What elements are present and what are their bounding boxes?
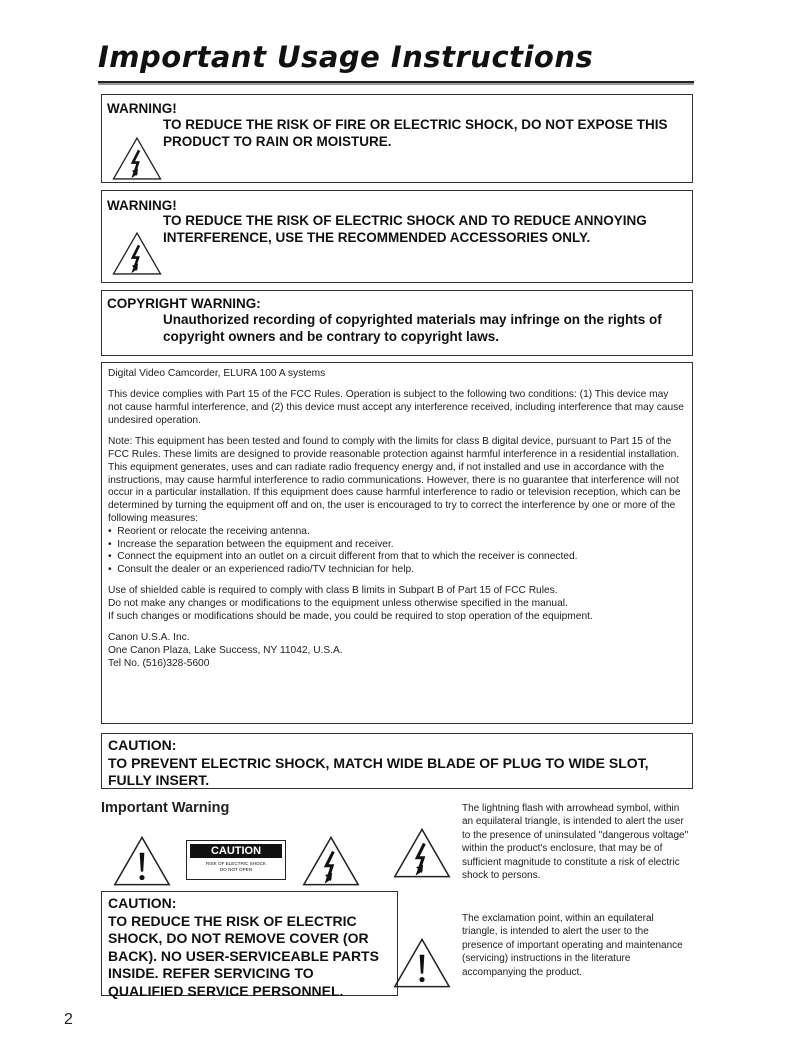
- warning-text: TO REDUCE THE RISK OF ELECTRIC SHOCK AND TO REDUCE ANNOYING INTERFERENCE, USE THE RECOMMENDED ACCESSORIES ONLY.: [163, 213, 647, 245]
- lightning-triangle-icon: [300, 835, 362, 887]
- lightning-symbol-explanation: The lightning flash with arrowhead symbol, within an equilateral triangle, is intended to alert the user to the presence of uninsulated "dangerous voltage" within the product's enclosure, that may be of sufficient magnitude to constitute a risk of electric shock to persons.: [462, 803, 689, 882]
- caution-label-line1: RISK OF ELECTRIC SHOCK: [206, 861, 266, 866]
- warning-box-moisture: [101, 94, 693, 183]
- caution-heading: CAUTION:: [108, 737, 177, 753]
- page-number: 2: [64, 1011, 73, 1028]
- plug-caution-box: [101, 733, 693, 789]
- caution-label: [186, 840, 286, 880]
- fcc-statement-box: [101, 362, 693, 724]
- caution-text: TO PREVENT ELECTRIC SHOCK, MATCH WIDE BLADE OF PLUG TO WIDE SLOT, FULLY INSERT.: [108, 754, 649, 788]
- title-rule: [98, 81, 694, 85]
- important-warning-heading: Important Warning: [101, 800, 230, 816]
- warning-heading: WARNING!: [107, 101, 177, 116]
- list-item: • Reorient or relocate the receiving antenna.: [108, 526, 684, 539]
- modification-consequence: If such changes or modifications should be made, you could be required to stop operation of the equipment.: [108, 611, 593, 623]
- copyright-warning-box: [101, 290, 693, 356]
- modification-text: Do not make any changes or modifications to the equipment unless otherwise specified in the manual.: [108, 598, 568, 610]
- warning-heading: WARNING!: [107, 198, 177, 213]
- caution-heading: CAUTION:: [108, 895, 177, 911]
- lightning-triangle-icon: [391, 827, 453, 879]
- product-name: Digital Video Camcorder, ELURA 100 A systems: [108, 368, 326, 379]
- shielded-cable-text: Use of shielded cable is required to comply with class B limits in Subpart B of Part 15 of FCC Rules.: [108, 585, 558, 597]
- measures-list: [108, 526, 684, 577]
- warning-box-accessories: [101, 190, 693, 283]
- company-address: One Canon Plaza, Lake Success, NY 11042, U.S.A.: [108, 645, 343, 657]
- exclamation-triangle-icon: [111, 835, 173, 887]
- caution-text: TO REDUCE THE RISK OF ELECTRIC SHOCK, DO NOT REMOVE COVER (OR BACK). NO USER-SERVICEABLE PARTS INSIDE. REFER SERVICING TO QUALIFIED SERVICE PERSONNEL.: [108, 912, 379, 999]
- copyright-text: Unauthorized recording of copyrighted materials may infringe on the rights of copyright owners and be contrary to copyright laws.: [163, 312, 662, 344]
- exclamation-triangle-icon: [391, 937, 453, 989]
- list-item: • Connect the equipment into an outlet on a circuit different from that to which the receiver is connected.: [108, 551, 684, 564]
- company-tel: Tel No. (516)328-5600: [108, 657, 210, 669]
- lightning-triangle-icon: [111, 231, 163, 276]
- fcc-note: Note: This equipment has been tested and found to comply with the limits for class B digital device, pursuant to Part 15 of the FCC Rules. These limits are designed to provide reasonable protection against harmful interference in a residential installation. This equipment generates, uses and can radiate radio frequency energy and, if not installed and use in accordance with the instructions, may cause harmful interference to radio communications. However, there is no guarantee that interference will not occur in a particular installation. If this equipment does cause harmful interference to radio or television reception, which can be determined by turning the equipment off and on, the user is encouraged to try to correct the interference by one or more of the following measures:: [108, 436, 681, 524]
- copyright-heading: COPYRIGHT WARNING:: [107, 296, 261, 311]
- page-title: Important Usage Instructions: [98, 40, 594, 74]
- warning-text: TO REDUCE THE RISK OF FIRE OR ELECTRIC SHOCK, DO NOT EXPOSE THIS PRODUCT TO RAIN OR MOISTURE.: [163, 117, 668, 149]
- cover-caution-box: [101, 891, 398, 999]
- lightning-triangle-icon: [111, 136, 163, 181]
- fcc-compliance: This device complies with Part 15 of the FCC Rules. Operation is subject to the following two conditions: (1) This device may not cause harmful interference, and (2) this device must accept any interference received, including interference that may cause undesired operation.: [108, 389, 684, 426]
- caution-label-banner: CAUTION: [190, 844, 282, 858]
- list-item: • Increase the separation between the equipment and receiver.: [108, 539, 684, 552]
- exclamation-symbol-explanation: The exclamation point, within an equilateral triangle, is intended to alert the user to the presence of important operating and maintenance (servicing) instructions in the literature accompanying the product.: [462, 913, 683, 978]
- company-name: Canon U.S.A. Inc.: [108, 632, 190, 644]
- list-item: • Consult the dealer or an experienced radio/TV technician for help.: [108, 564, 684, 577]
- caution-label-line2: DO NOT OPEN: [219, 867, 253, 872]
